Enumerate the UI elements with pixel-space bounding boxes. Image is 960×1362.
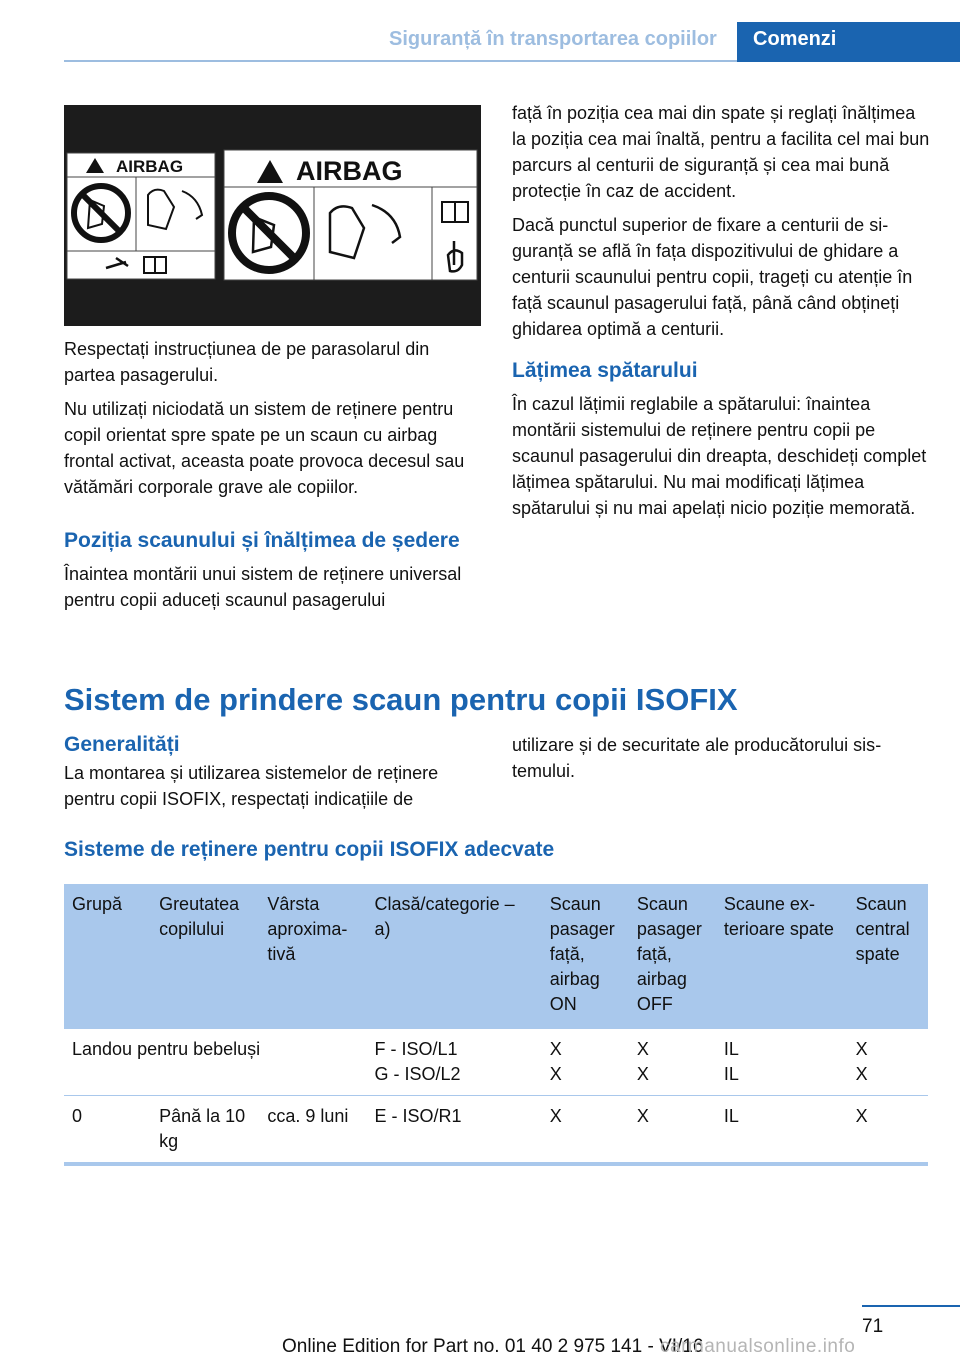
paragraph-general-right: utilizare și de securitate ale producătorului sistemului. — [512, 735, 882, 781]
cell-airbag-on — [542, 1029, 629, 1096]
cell-center-rear: X — [855, 1106, 868, 1126]
paragraph-general-left: La montarea și utilizarea sistemelor de reținere pentru copii ISOFIX, respectați indicațiile de — [64, 763, 439, 809]
cell-value: X — [855, 1064, 868, 1084]
cell-class-line: G - ISO/L2 — [374, 1064, 461, 1084]
cell-airbag-on: X — [549, 1106, 562, 1126]
heading-general: Generalități — [64, 733, 180, 756]
cell-value: X — [855, 1039, 868, 1059]
page-title-isofix: Sistem de prindere scaun pentru copii ISOFIX — [64, 682, 738, 717]
col-header-class: Clasă/categorie – a) — [367, 884, 542, 1029]
col-header-weight: Greutatea copilului — [151, 884, 259, 1029]
table-row — [64, 1096, 928, 1165]
heading-backrest-width: Lățimea spătarului — [512, 359, 698, 382]
heading-isofix-table: Sisteme de reținere pentru copii ISOFIX adecvate — [64, 838, 555, 861]
left-column — [64, 336, 482, 621]
right-column — [512, 100, 932, 529]
isofix-table — [64, 884, 928, 1166]
cell-group: Landou pentru bebeluși — [72, 1039, 261, 1059]
small-airbag-text: AIRBAG — [116, 157, 184, 176]
paragraph-seat-position: Înaintea montării unui sistem de reținere universal pentru copii aduceți scaunul pasagerului — [64, 564, 462, 610]
cell-class-line: F - ISO/L1 — [374, 1039, 458, 1059]
header-chapter-tab: Comenzi — [737, 22, 960, 62]
col-header-airbag-on: Scaun pasager față, airbag ON — [542, 884, 629, 1029]
header-divider — [64, 60, 737, 62]
cell-value: IL — [723, 1064, 739, 1084]
page-number: 71 — [862, 1316, 884, 1337]
cell-value: X — [636, 1039, 649, 1059]
small-airbag-label — [67, 153, 215, 279]
general-left — [64, 732, 482, 812]
cell-class — [367, 1029, 542, 1096]
paragraph-rear-facing-warning: Nu utilizați niciodată un sistem de reținere pentru copil orientat spre spate pe un scaun cu airbag frontal activat, aceasta poate provoca decesul sau vătămări corporale grave ale copiilor. — [64, 399, 465, 497]
paragraph-belt-guide: Dacă punctul superior de fixare a centurii de siguranță se află în fața dispozitivului de ghidare a centurii scaunului pentru copii, trageți cu atenție în față scaunul pasagerului față, până când obțineți ghidarea optimă a centurii. — [512, 215, 913, 339]
cell-airbag-off — [629, 1029, 716, 1096]
cell-class: E - ISO/R1 — [374, 1106, 462, 1126]
cell-weight: Până la 10 kg — [159, 1106, 246, 1151]
heading-seat-position: Poziția scaunului și înălțimea de ședere — [64, 529, 460, 552]
cell-value: X — [549, 1064, 562, 1084]
cell-value: X — [636, 1064, 649, 1084]
col-header-group: Grupă — [64, 884, 151, 1029]
col-header-center-rear: Scaun central spate — [848, 884, 928, 1029]
footer-watermark: carmanualsonline.info — [660, 1336, 856, 1357]
cell-value: IL — [723, 1039, 739, 1059]
cell-value: X — [549, 1039, 562, 1059]
table-header-row — [64, 884, 928, 1029]
cell-outer-rear: IL — [723, 1106, 739, 1126]
cell-airbag-off: X — [636, 1106, 649, 1126]
col-header-age: Vârsta aproximativă — [259, 884, 366, 1029]
cell-group: 0 — [72, 1106, 83, 1126]
cell-age: cca. 9 luni — [267, 1106, 349, 1126]
footer-edition: Online Edition for Part no. 01 40 2 975 141 - VI/16 — [282, 1336, 704, 1357]
paragraph-seat-continue: față în poziția cea mai din spate și reglați înălțimea la poziția cea mai înaltă, pentru a facilita cel mai bun parcurs al centurii de siguranță și cea mai bună protecție în caz de accident. — [512, 103, 930, 201]
general-right — [512, 732, 932, 784]
header-section-title: Siguranță în transportarea copiilor — [389, 28, 717, 50]
col-header-outer-rear: Scaune exterioare spate — [716, 884, 848, 1029]
cell-center-rear — [848, 1029, 928, 1096]
footer-divider — [862, 1305, 960, 1307]
col-header-airbag-off: Scaun pasager față, airbag OFF — [629, 884, 716, 1029]
table-row — [64, 1029, 928, 1096]
large-airbag-label — [224, 150, 477, 280]
paragraph-sun-visor: Respectați instrucțiunea de pe parasolarul din partea pasagerului. — [64, 339, 430, 385]
cell-outer-rear — [716, 1029, 848, 1096]
paragraph-backrest-width: În cazul lățimii reglabile a spătarului: înaintea montării sistemului de reținere pentru copii pe scaunul pasagerului din dreapta, deschideți complet lățimea spătarului. Nu mai modificați lățimea spătarului și nu mai apelați nicio poziție memorată. — [512, 394, 927, 518]
large-airbag-text: AIRBAG — [296, 156, 403, 186]
airbag-warning-sticker-image — [64, 105, 481, 326]
